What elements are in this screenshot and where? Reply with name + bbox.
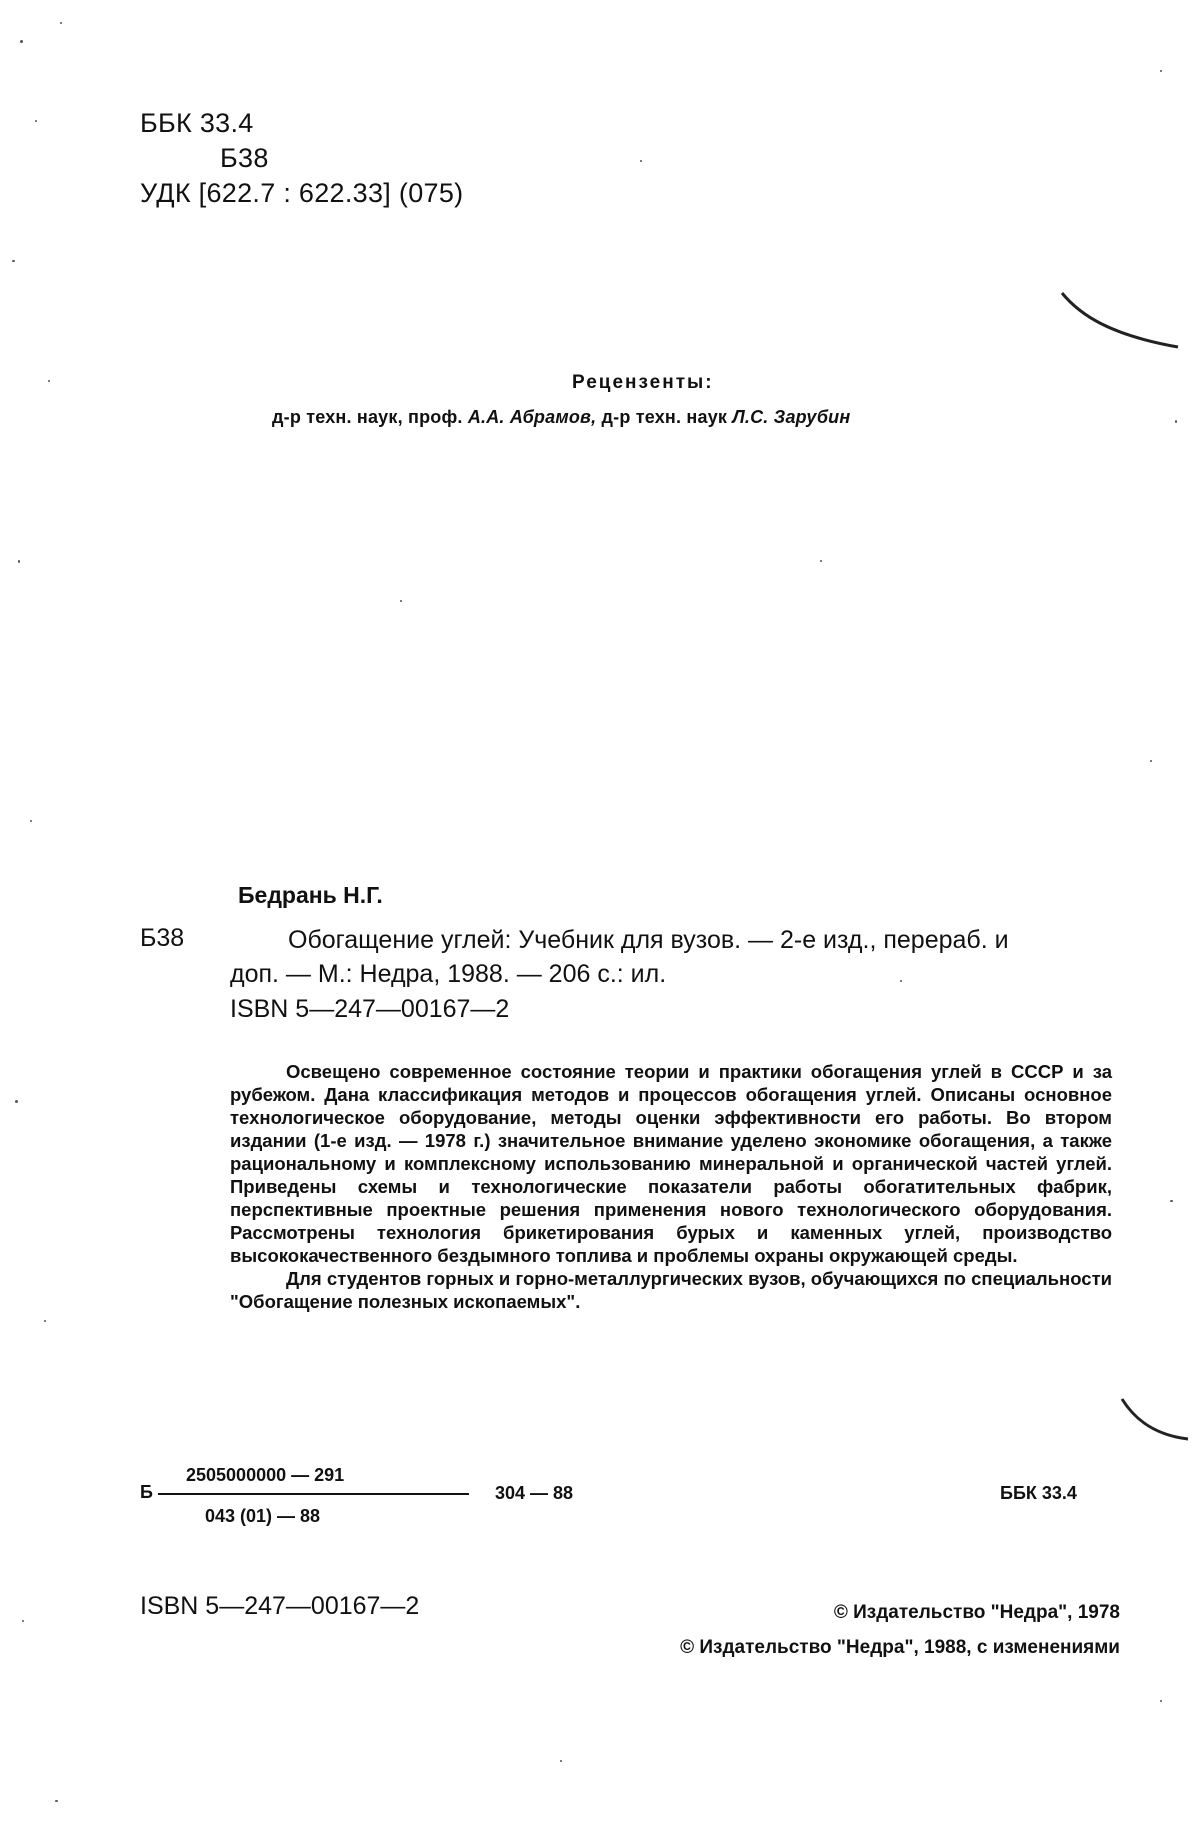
fraction-line (158, 1493, 469, 1495)
reviewers-heading: Рецензенты: (572, 372, 714, 393)
reviewer2-name: Л.С. Зарубин (732, 407, 851, 427)
catalog-prefix: Б (140, 1482, 153, 1502)
udk-index: УДК [622.7 : 622.33] (075) (140, 178, 464, 208)
record-title-line1: Обогащение углей: Учебник для вузов. — 2-е изд., перераб. и (288, 926, 1009, 954)
annotation-paragraph-2: Для студентов горных и горно-металлургических вузов, обучающихся по специальности "Обогащение полезных ископаемых". (230, 1268, 1112, 1312)
bbk-index: ББК 33.4 (140, 108, 254, 138)
catalog-numerator: 2505000000 — 291 (186, 1465, 345, 1485)
reviewer1-degree: д-р техн. наук, проф. (272, 407, 463, 427)
author-mark: Б38 (220, 143, 269, 173)
record-isbn: ISBN 5—247—00167—2 (230, 995, 510, 1023)
reviewer1-name: А.А. Абрамов, (467, 407, 597, 427)
record-code: Б38 (140, 924, 185, 952)
record-author: Бедрань Н.Г. (238, 882, 383, 908)
annotation-paragraph-1: Освещено современное состояние теории и практики обогащения углей в СССР и за рубежом. Дана классификация методов и процессов обогащения углей. Описаны основное технологическое оборудование, методы оценки эффективности его работы. Во втором издании (1-е изд. — 1978 г.) значительное внимание уделено экономике обогащения, а также рациональному и комплексному использованию минеральной и органической частей углей. Приведены схемы и технологические показатели работы обогатительных фабрик, перспективные проектные решения применения нового технологического оборудования. Рассмотрены технология брикетирования бурых и каменных углей, производство высококачественного бездымного топлива и проблемы охраны окружающей среды. (230, 1061, 1112, 1266)
annotation (230, 1060, 1112, 1313)
catalog-denominator: 043 (01) — 88 (205, 1506, 321, 1526)
copyright-1978: © Издательство "Недра", 1978 (833, 1602, 1120, 1623)
reviewer2-degree: д-р техн. наук (601, 407, 728, 427)
footer-isbn: ISBN 5—247—00167—2 (140, 1592, 420, 1620)
reviewers-line (272, 407, 850, 428)
record-title-line2: доп. — М.: Недра, 1988. — 206 с.: ил. (230, 960, 667, 988)
catalog-number: 304 — 88 (495, 1483, 574, 1503)
pen-stroke-mark (1060, 285, 1180, 355)
pen-stroke-mark-2 (1120, 1395, 1190, 1445)
catalog-bbk: ББК 33.4 (1000, 1483, 1077, 1503)
copyright-1988: © Издательство "Недра", 1988, с изменениями (680, 1637, 1120, 1658)
